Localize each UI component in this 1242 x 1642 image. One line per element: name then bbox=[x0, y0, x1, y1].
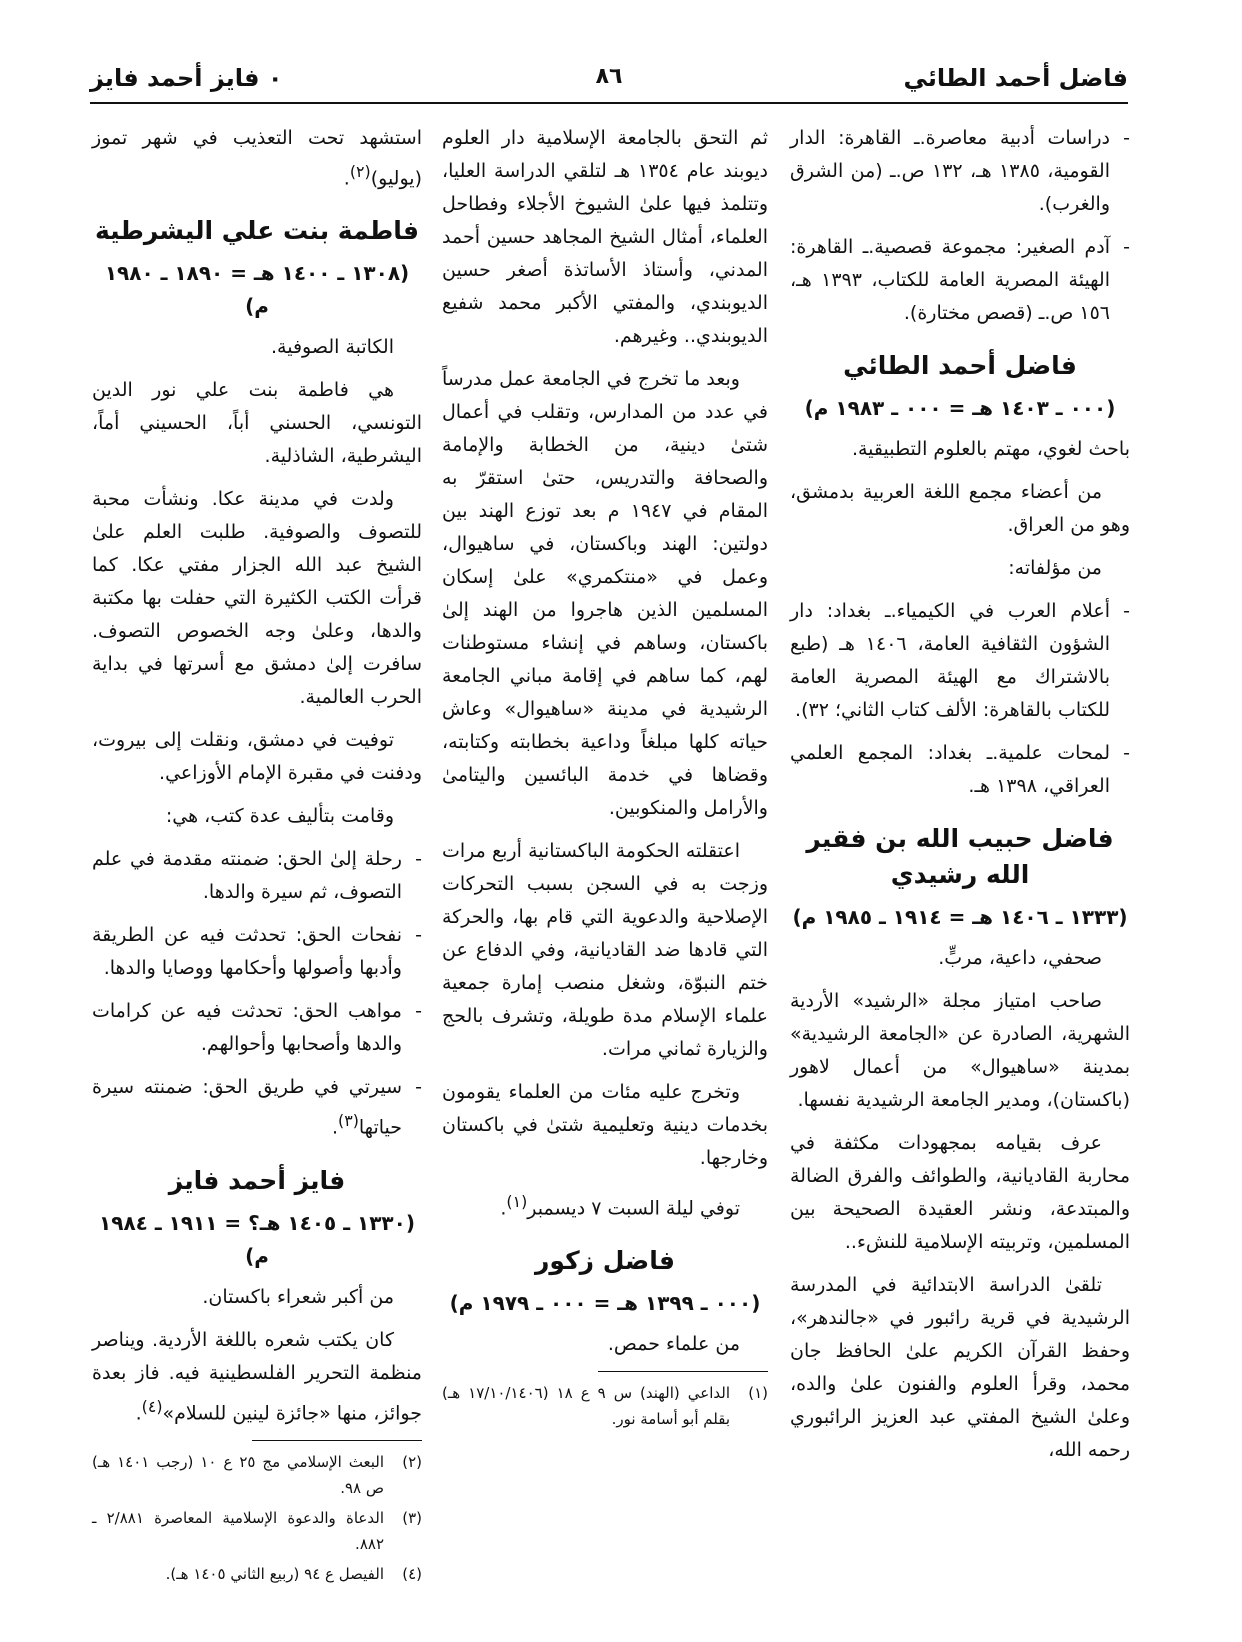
footnote bbox=[92, 1505, 422, 1557]
footnote bbox=[442, 1380, 768, 1432]
paragraph: استشهد تحت التعذيب في شهر تموز (يوليو)$^{(٢)}$. bbox=[92, 127, 422, 190]
running-head-left: ٠ فايز أحمد فايز bbox=[90, 64, 283, 92]
paragraph: وتخرج عليه مئات من العلماء يقومون بخدمات دينية وتعليمية شتىٰ في باكستان وخارجها. bbox=[442, 1081, 768, 1169]
entry-description: من أكبر شعراء باكستان. bbox=[202, 1285, 394, 1308]
footnote-ref: (٤) bbox=[141, 1396, 163, 1416]
footnote-number: (١) bbox=[748, 1384, 768, 1403]
entry-description: باحث لغوي، مهتم بالعلوم التطبيقية. bbox=[851, 438, 1130, 460]
paragraph: وقامت بتأليف عدة كتب، هي: bbox=[165, 805, 394, 828]
column-middle bbox=[442, 122, 768, 1436]
entry-dates: (١٣٠٨ ـ ١٤٠٠ هـ = ١٨٩٠ ـ ١٩٨٠ م) bbox=[104, 261, 410, 319]
list-item: - آدم الصغير: مجموعة قصصية.ـ القاهرة: الهيئة المصرية العامة للكتاب، ١٣٩٣ هـ، ١٥٦ ص.ـ (قصص مختارة). bbox=[790, 231, 1130, 330]
paragraph: وبعد ما تخرج في الجامعة عمل مدرساً في عدد من المدارس، وتقلب في أعمال شتىٰ دينية، من الخطابة والإمامة والصحافة والتدريس، حتىٰ استقرّ به المقام في ١٩٤٧ م بعد توزع الهند بين دولتين: الهند وباكستان، في ساهيوال، وعمل في «منتكمري» علىٰ إسكان المسلمين الذين هاجروا من الهند إلىٰ باكستان، وساهم في إنشاء مستوطنات لهم، كما ساهم في إقامة مباني الجامعة الرشيدية في مدينة «ساهيوال» وعاش حياته كلها مبلغاً وداعية بخطابته وكتابته، وقضاها في خدمة البائسين واليتامىٰ والأرامل والمنكوبين. bbox=[442, 368, 768, 819]
footnote-text: الفيصل ع ٩٤ (ربيع الثاني ١٤٠٥ هـ). bbox=[165, 1564, 384, 1583]
paragraph-text: كان يكتب شعره باللغة الأردية. ويناصر منظمة التحرير الفلسطينية فيه. فاز بعدة جوائز، منها «جائزة لينين للسلام» bbox=[92, 1328, 422, 1424]
paragraph: توفيت في دمشق، ونقلت إلى بيروت، ودفنت في مقبرة الإمام الأوزاعي. bbox=[92, 729, 422, 785]
entry-dates: (١٣٣٠ ـ ١٤٠٥ هـ؟ = ١٩١١ ـ ١٩٨٤ م) bbox=[99, 1210, 415, 1268]
entry-title: فاطمة بنت علي اليشرطية bbox=[94, 216, 420, 246]
paragraph: صاحب امتياز مجلة «الرشيد» الأردية الشهرية، الصادرة عن «الجامعة الرشيدية» بمدينة «ساهيوال» من أعمال لاهور (باكستان)، ومدير الجامعة الرشيدية نفسها. bbox=[790, 990, 1130, 1111]
list-item: - سيرتي في طريق الحق: ضمنته سيرة حياتها$^{(٣)}$. bbox=[92, 1071, 422, 1144]
list-item: - لمحات علمية.ـ بغداد: المجمع العلمي العراقي، ١٣٩٨ هـ. bbox=[790, 737, 1130, 803]
list-item: - دراسات أدبية معاصرة.ـ القاهرة: الدار القومية، ١٣٨٥ هـ، ١٣٢ ص.ـ (من الشرق والغرب). bbox=[790, 122, 1130, 221]
list-item: - مواهب الحق: تحدثت فيه عن كرامات والدها وأصحابها وأحوالهم. bbox=[92, 995, 422, 1061]
footnote-number: (٢) bbox=[402, 1452, 422, 1471]
works-label: من مؤلفاته: bbox=[1008, 557, 1102, 579]
footnote-separator bbox=[252, 1440, 422, 1441]
paragraph: كان يكتب شعره باللغة الأردية. ويناصر منظمة التحرير الفلسطينية فيه. فاز بعدة جوائز، منها «جائزة لينين للسلام»$^{(٤)}$. bbox=[92, 1328, 422, 1424]
paragraph: تلقىٰ الدراسة الابتدائية في المدرسة الرشيدية في قرية رائبور في «جالندهر»، وحفظ القرآن الكريم علىٰ الحافظ جان محمد، وقرأ العلوم والفنون علىٰ والده، وعلىٰ الشيخ المفتي عبد العزيز الرائبوري رحمه الله، bbox=[790, 1274, 1130, 1461]
paragraph: عرف بقيامه بمجهودات مكثفة في محاربة القاديانية، والطوائف والفرق الضالة والمبتدعة، ونشر العقيدة الصحيحة بين المسلمين، وتربيته الإسلامية للنشء.. bbox=[790, 1132, 1130, 1253]
footnote bbox=[92, 1561, 422, 1587]
footnote-ref: (٣) bbox=[338, 1111, 359, 1131]
footnote-text: الداعي (الهند) س ٩ ع ١٨ (١٧/١٠/١٤٠٦ هـ) بقلم أبو أسامة نور. bbox=[442, 1384, 730, 1429]
entry-dates: (١٣٣٣ ـ ١٤٠٦ هـ = ١٩١٤ ـ ١٩٨٥ م) bbox=[792, 905, 1128, 929]
page-number: ٨٦ bbox=[595, 64, 623, 89]
running-head-right: فاضل أحمد الطائي bbox=[903, 64, 1128, 92]
entry-title: فاضل زكور bbox=[535, 1246, 675, 1276]
paragraph: اعتقلته الحكومة الباكستانية أربع مرات وزجت به في السجن بسبب التحركات الإصلاحية والدعوية التي قام بها، والحركة التي قادها ضد القاديانية، وفي الدفاع عن ختم النبوّة، وشغل منصب إمارة جمعية علماء الإسلام مدة طويلة، وتشرف بالحج والزيارة ثماني مرات. bbox=[442, 840, 768, 1060]
footnote-text: الدعاة والدعوة الإسلامية المعاصرة ٢/٨٨١ ـ ٨٨٢. bbox=[92, 1508, 384, 1553]
list-item: - رحلة إلىٰ الحق: ضمنته مقدمة في علم التصوف، ثم سيرة والدها. bbox=[92, 843, 422, 909]
list-item-text: سيرتي في طريق الحق: ضمنته سيرة حياتها bbox=[92, 1076, 402, 1139]
footnote-number: (٤) bbox=[402, 1564, 422, 1583]
paragraph: ثم التحق بالجامعة الإسلامية دار العلوم ديوبند عام ١٣٥٤ هـ لتلقي الدراسة العليا، وتتلمذ فيها علىٰ الشيوخ الأجلاء وفطاحل العلماء، أمثال الشيخ المجاهد حسين أحمد المدني، وأستاذ الأساتذة أصغر حسين الديوبندي، والمفتي الأكبر محمد شفيع الديوبندي.. وغيرهم. bbox=[442, 127, 768, 347]
entry-dates: (٠٠٠ ـ ١٤٠٣ هـ = ٠٠٠ ـ ١٩٨٣ م) bbox=[804, 396, 1116, 420]
paragraph: هي فاطمة بنت علي نور الدين التونسي، الحسني أباً، الحسيني أماً، اليشرطية، الشاذلية. bbox=[92, 379, 422, 468]
list-item: - أعلام العرب في الكيمياء.ـ بغداد: دار الشؤون الثقافية العامة، ١٤٠٦ هـ (طبع بالاشتراك مع الهيئة المصرية العامة للكتاب بالقاهرة: الألف كتاب الثاني؛ ٣٢). bbox=[790, 595, 1130, 727]
footnote-ref: (٢) bbox=[349, 162, 371, 181]
list-item: - نفحات الحق: تحدثت فيه عن الطريقة وأدبها وأصولها وأحكامها ووصايا والدها. bbox=[92, 919, 422, 985]
entry-title: فاضل أحمد الطائي bbox=[843, 351, 1077, 380]
paragraph: ولدت في مدينة عكا. ونشأت محبة للتصوف والصوفية. طلبت العلم علىٰ الشيخ عبد الله الجزار مفتي عكا. كما قرأت الكتب الكثيرة التي حفلت بها مكتبة والدها، وعلىٰ وجه الخصوص التصوف. سافرت إلىٰ دمشق مع أسرتها في بداية الحرب العالمية. bbox=[92, 488, 422, 709]
footnote-text: البعث الإسلامي مج ٢٥ ع ١٠ (رجب ١٤٠١ هـ) ص ٩٨. bbox=[92, 1452, 384, 1497]
entry-dates: (٠٠٠ ـ ١٣٩٩ هـ = ٠٠٠ ـ ١٩٧٩ م) bbox=[449, 1291, 761, 1316]
footnote-number: (٣) bbox=[402, 1508, 422, 1527]
entry-title: فايز أحمد فايز bbox=[168, 1165, 346, 1195]
page-header bbox=[90, 58, 1128, 104]
paragraph-text: توفي ليلة السبت ٧ ديسمبر bbox=[527, 1197, 740, 1220]
footnote-ref: (١) bbox=[506, 1192, 528, 1211]
column-right bbox=[790, 122, 1130, 1477]
paragraph: توفي ليلة السبت ٧ ديسمبر$^{(١)}$. bbox=[500, 1192, 740, 1220]
paragraph-text: استشهد تحت التعذيب في شهر تموز (يوليو) bbox=[92, 127, 422, 190]
paragraph: من أعضاء مجمع اللغة العربية بدمشق، وهو من العراق. bbox=[790, 481, 1130, 536]
entry-description: الكاتبة الصوفية. bbox=[271, 336, 394, 359]
entry-description: صحفي، داعية، مربٍّ. bbox=[938, 947, 1102, 969]
footnote-separator bbox=[598, 1371, 768, 1372]
footnote bbox=[92, 1449, 422, 1501]
entry-description: من علماء حمص. bbox=[607, 1333, 740, 1356]
column-left bbox=[92, 122, 422, 1591]
entry-title: فاضل حبيب الله بن فقير الله رشيدي bbox=[806, 824, 1114, 889]
